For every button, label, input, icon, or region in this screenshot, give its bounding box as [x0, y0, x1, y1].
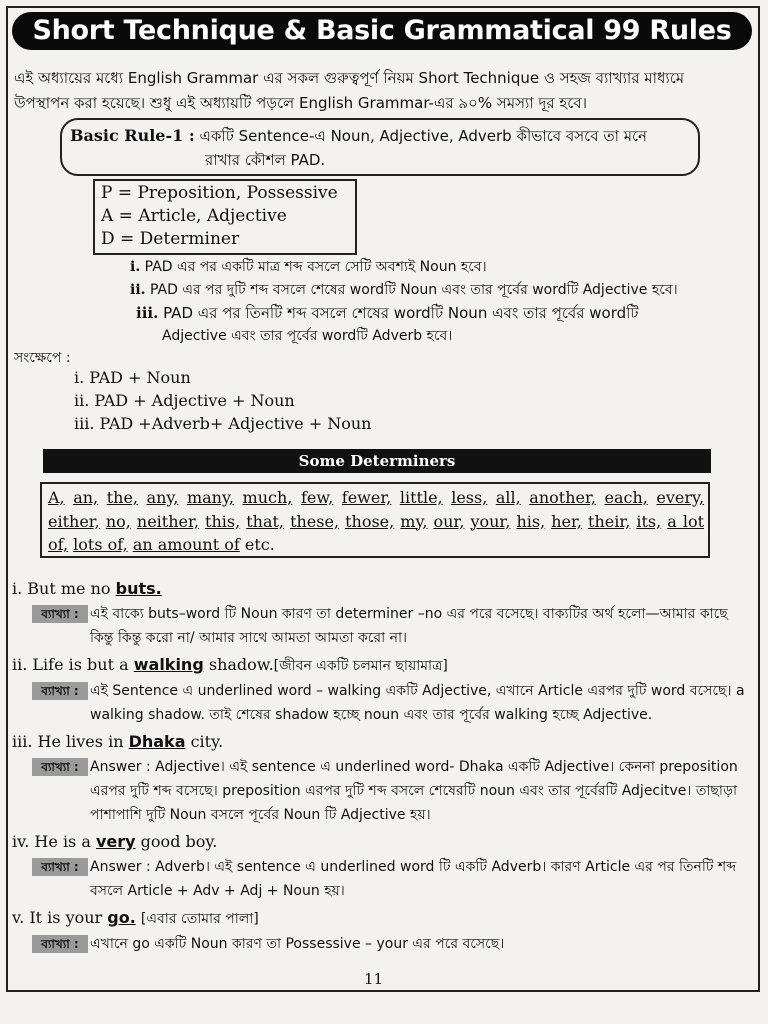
determiner-word: less,	[451, 488, 488, 507]
underlined-word: Dhaka	[128, 732, 186, 751]
basic-rule-box	[60, 118, 700, 176]
page-number: 11	[364, 970, 384, 988]
underlined-word: walking	[133, 655, 204, 674]
determiner-word: its,	[636, 511, 662, 531]
determiner-words	[48, 488, 704, 554]
determiner-word: fewer,	[341, 488, 392, 507]
rule-label: Basic Rule-1 :	[70, 126, 195, 145]
pad-definition-box	[93, 179, 357, 255]
determiner-word: our,	[433, 511, 465, 531]
underlined-word: buts.	[115, 579, 162, 598]
example-sentence: i. But me no buts.	[12, 579, 162, 598]
determiner-word: an,	[73, 488, 99, 507]
example-explanation: ব্যাখ্যা : এই Sentence এ underlined word – walking একটি Adjective, এখানে Article এরপর দুটি word বসেছে। a walking shadow. তাই শেষের shadow হচ্ছে noun এবং তার পূর্বের walking হচ্ছে Adjective.	[12, 679, 752, 727]
rule-text-line1: একটি Sentence-এ Noun, Adjective, Adverb কীভাবে বসবে তা মনে	[194, 127, 648, 145]
pad-p-line: P = Preposition, Possessive	[101, 183, 338, 203]
pad-rule-item	[130, 256, 750, 279]
examples-section	[12, 576, 752, 958]
explanation-tag: ব্যাখ্যা :	[32, 758, 88, 776]
pad-a-line: A = Article, Adjective	[101, 206, 287, 226]
explanation-tag: ব্যাখ্যা :	[32, 682, 88, 700]
determiner-word: the,	[106, 488, 138, 507]
pad-rule-number: i.	[130, 259, 141, 275]
summary-item: ii. PAD + Adjective + Noun	[74, 391, 295, 410]
pad-rule-number: iii.	[136, 304, 159, 322]
determiner-word: an amount of	[132, 535, 240, 554]
determiner-word: lots of,	[73, 535, 128, 554]
pad-d-line: D = Determiner	[101, 229, 240, 249]
determiner-word: their,	[588, 511, 631, 531]
determiner-word: a lot of,	[48, 511, 705, 554]
explanation-tag: ব্যাখ্যা :	[32, 935, 88, 953]
pad-rules-list	[130, 256, 750, 348]
determiner-word: many,	[186, 488, 234, 507]
pad-rule-text: PAD এর পর দুটি শব্দ বসলে শেষের wordটি Noun এবং তার পূর্বের wordটি Adjective হবে।	[145, 282, 678, 298]
determiner-word: much,	[242, 488, 293, 507]
determiner-word: another,	[529, 488, 596, 507]
pad-rule-item	[130, 279, 750, 302]
example-sentence: iv. He is a very good boy.	[12, 832, 218, 851]
determiner-word: A,	[48, 488, 65, 507]
determiners-heading: Some Determiners	[43, 449, 711, 473]
determiner-word: those,	[345, 511, 395, 531]
determiner-word: neither,	[136, 511, 199, 531]
determiner-word: few,	[300, 488, 334, 507]
pad-rule-text: PAD এর পর একটি মাত্র শব্দ বসলে সেটি অবশ্যই Noun হবে।	[140, 259, 487, 275]
pad-rule-number: ii.	[130, 282, 146, 298]
determiner-word: that,	[246, 511, 285, 531]
example-explanation: ব্যাখ্যা : Answer : Adjective। এই sentence এ underlined word- Dhaka একটি Adjective। কেননা preposition এরপর দুটি শব্দ বসেছে। preposition এরপর দুটি শব্দ বসলে শেষেরটি noun এবং তার পূর্বেরটি Adjecitve। তাছাড়া পাশাপাশি দুটি Noun বসলে পূর্বের Noun টি Adjective হয়।	[12, 755, 752, 827]
determiner-word: either,	[48, 511, 100, 531]
summary-list	[74, 366, 371, 435]
determiner-word: every,	[656, 488, 705, 507]
determiner-word: your,	[470, 511, 511, 531]
example-explanation: ব্যাখ্যা : Answer : Adverb। এই sentence এ underlined word টি একটি Adverb। কারণ Article এর পর তিনটি শব্দ বসলে Article + Adv + Adj + Noun হয়।	[12, 855, 752, 903]
underlined-word: go.	[107, 908, 136, 927]
summary-label: সংক্ষেপে :	[14, 350, 71, 366]
summary-item: iii. PAD +Adverb+ Adjective + Noun	[74, 414, 372, 433]
example-sentence: v. It is your go. [এবার তোমার পালা]	[12, 908, 259, 927]
determiner-word: any,	[146, 488, 179, 507]
underlined-word: very	[95, 832, 136, 851]
example-sentence: ii. Life is but a walking shadow.[জীবন একটি চলমান ছায়ামাত্র]	[12, 655, 448, 674]
pad-rule-text: PAD এর পর তিনটি শব্দ বসলে শেষের wordটি Noun এবং তার পূর্বের wordটি	[158, 304, 639, 322]
pad-rule-continuation: Adjective এবং তার পূর্বের wordটি Adverb হবে।	[162, 328, 453, 344]
example-explanation: ব্যাখ্যা : এই বাক্যে buts–word টি Noun কারণ তা determiner –no এর পরে বসেছে। বাক্যটির অর্থ হলো—আমার কাছে কিন্তু কিন্তু করো না/ আমার সাথে আমতা আমতা করো না।	[12, 602, 752, 650]
determiner-word: her,	[551, 511, 582, 531]
determiner-word: these,	[290, 511, 340, 531]
determiners-etc: etc.	[244, 535, 275, 554]
summary-item: i. PAD + Noun	[74, 368, 191, 387]
explanation-tag: ব্যাখ্যা :	[32, 858, 88, 876]
rule-text-line2: রাখার কৌশল PAD.	[205, 151, 326, 169]
determiner-word: no,	[105, 511, 131, 531]
determiner-word: his,	[516, 511, 546, 531]
determiners-box	[40, 482, 710, 558]
example-sentence: iii. He lives in Dhaka city.	[12, 732, 224, 751]
determiner-word: little,	[399, 488, 443, 507]
explanation-tag: ব্যাখ্যা :	[32, 605, 88, 623]
determiner-word: my,	[400, 511, 428, 531]
example-explanation: ব্যাখ্যা : এখানে go একটি Noun কারণ তা Possessive – your এর পরে বসেছে।	[12, 932, 752, 956]
page-title: Short Technique & Basic Grammatical 99 Rules	[12, 12, 752, 50]
determiner-word: each,	[604, 488, 648, 507]
determiner-word: this,	[205, 511, 241, 531]
intro-paragraph: এই অধ্যায়ের মধ্যে English Grammar এর সকল গুরুত্বপূর্ণ নিয়ম Short Technique ও সহজ ব্যাখ্যার মাধ্যমে উপস্থাপন করা হয়েছে। শুধু এই অধ্যায়টি পড়লে English Grammar-এর ৯০% সমস্যা দূর হবে।	[14, 69, 685, 112]
pad-rule-item	[130, 302, 750, 325]
determiner-word: all,	[495, 488, 521, 507]
